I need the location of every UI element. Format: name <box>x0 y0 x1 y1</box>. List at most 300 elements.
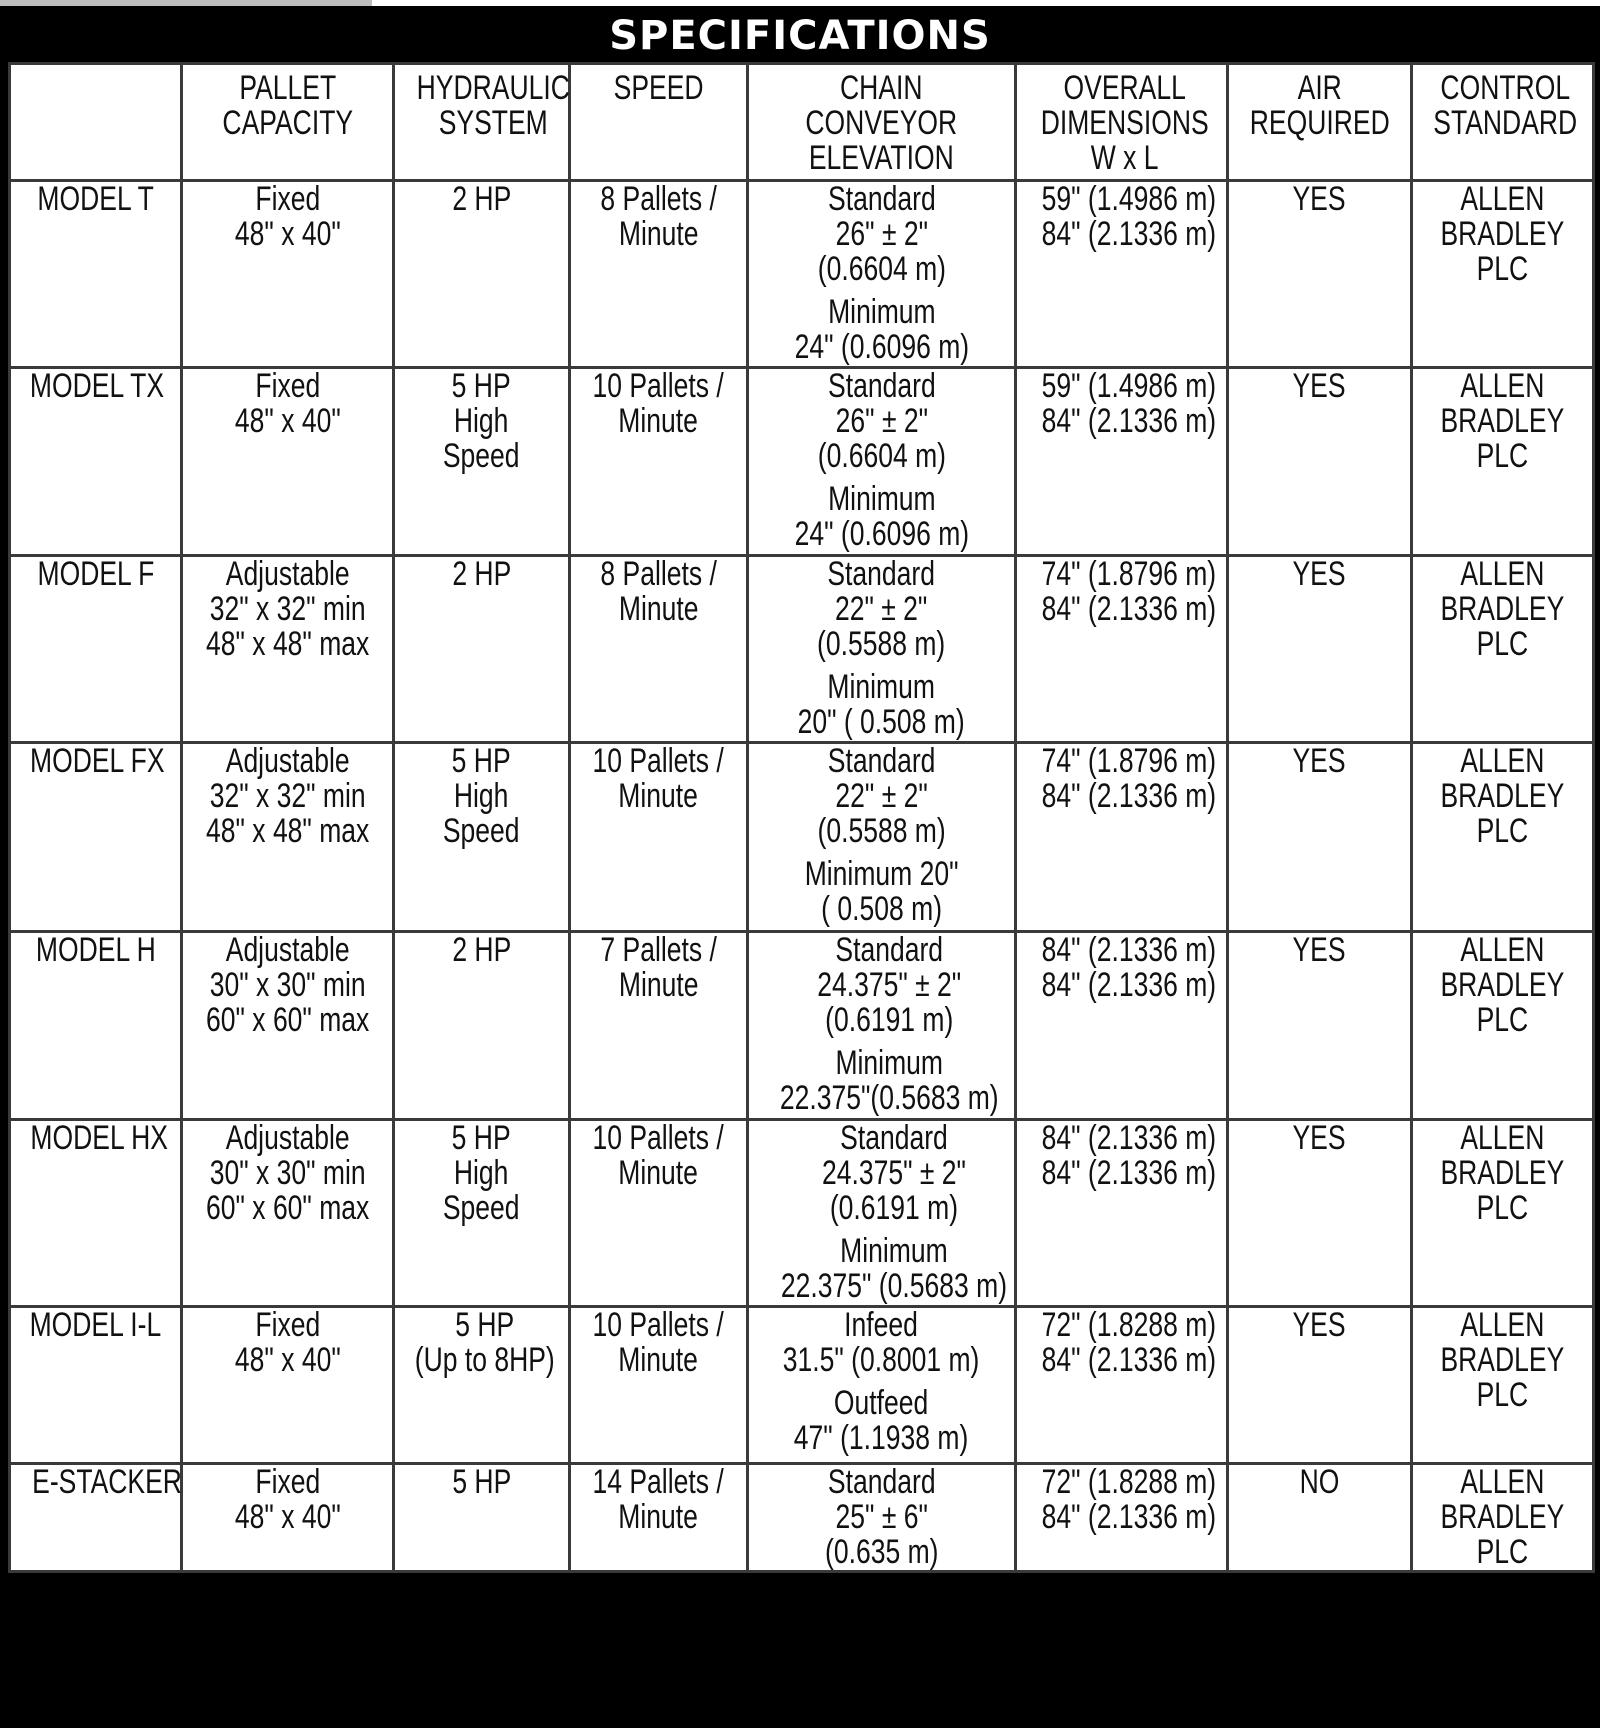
air-required-line: YES <box>1292 367 1347 405</box>
overall-dimensions-header-text <box>1041 71 1209 176</box>
dimensions-line: 84" (2.1336 m) <box>1041 1154 1217 1192</box>
hydraulic-system-cell <box>394 932 570 1120</box>
pallet-capacity-cell <box>182 1464 394 1572</box>
pallet-capacity-text <box>235 182 341 252</box>
elevation-line: 22.375"(0.5683 m) <box>779 1079 999 1117</box>
control-standard-line: BRADLEY <box>1440 590 1565 628</box>
dimensions-text <box>1042 744 1217 814</box>
dimensions-line: 84" (2.1336 m) <box>1041 1119 1217 1157</box>
dimensions-cell <box>1016 1464 1228 1572</box>
elevation-cell <box>748 556 1016 743</box>
hydraulic-system-line: 5 HP <box>452 742 511 780</box>
dimensions-cell <box>1016 181 1228 368</box>
air-required-text <box>1293 744 1346 779</box>
air-required-cell <box>1228 1464 1412 1572</box>
elevation-cell <box>748 368 1016 556</box>
hydraulic-system-line: (Up to 8HP) <box>414 1341 555 1379</box>
air-required-line: YES <box>1292 742 1347 780</box>
air-required-cell <box>1228 556 1412 743</box>
hydraulic-system-header <box>394 64 570 181</box>
dimensions-line: 84" (2.1336 m) <box>1041 931 1217 969</box>
pallet-capacity-line: 32" x 32" min <box>209 777 366 815</box>
pallet-capacity-text <box>206 744 369 849</box>
hydraulic-system-line: High <box>454 1154 509 1192</box>
pallet-capacity-line: 32" x 32" min <box>209 590 366 628</box>
elevation-line: (0.5588 m) <box>817 625 946 663</box>
air-required-header-line: REQUIRED <box>1249 104 1390 142</box>
control-standard-line: PLC <box>1476 437 1529 475</box>
model-name: MODEL H <box>35 931 156 969</box>
elevation-text <box>783 1308 980 1456</box>
control-standard-line: PLC <box>1476 250 1529 288</box>
control-standard-line: PLC <box>1476 1533 1529 1571</box>
speed-line: Minute <box>618 966 699 1004</box>
pallet-capacity-line: 48" x 48" max <box>206 625 370 663</box>
dimensions-text <box>1042 1121 1217 1191</box>
dimensions-line: 59" (1.4986 m) <box>1041 367 1217 405</box>
specifications-table <box>8 62 1595 1573</box>
elevation-line: Minimum <box>840 1232 948 1270</box>
elevation-line: 31.5" (0.8001 m) <box>783 1341 980 1379</box>
dimensions-text <box>1042 933 1217 1003</box>
elevation-line: Standard <box>827 180 936 218</box>
hydraulic-system-header-line: SYSTEM <box>438 104 548 142</box>
pallet-capacity-text <box>206 1121 369 1226</box>
elevation-line: Infeed <box>844 1306 919 1344</box>
hydraulic-system-line: Speed <box>443 812 520 850</box>
speed-line: Minute <box>618 590 699 628</box>
air-required-line: YES <box>1292 1306 1347 1344</box>
hydraulic-system-text <box>443 744 520 849</box>
table-row <box>10 932 1594 1120</box>
pallet-capacity-cell <box>182 1307 394 1464</box>
air-required-cell <box>1228 368 1412 556</box>
dimensions-line: 84" (2.1336 m) <box>1041 966 1217 1004</box>
dimensions-text <box>1042 557 1217 627</box>
control-standard-line: ALLEN <box>1460 1119 1545 1157</box>
air-required-text <box>1300 1465 1340 1500</box>
control-standard-cell <box>1412 743 1594 932</box>
control-standard-line: BRADLEY <box>1440 215 1565 253</box>
control-standard-line: ALLEN <box>1460 367 1545 405</box>
pallet-capacity-text <box>235 1465 341 1535</box>
pallet-capacity-header-text <box>222 71 353 141</box>
elevation-line: Standard <box>835 931 944 969</box>
control-standard-text <box>1441 1121 1565 1226</box>
speed-cell <box>570 1464 748 1572</box>
elevation-line: 24.375" ± 2" <box>821 1154 966 1192</box>
control-standard-line: ALLEN <box>1460 1463 1545 1501</box>
dimensions-line: 84" (2.1336 m) <box>1041 590 1217 628</box>
elevation-line: 26" ± 2" <box>835 402 928 440</box>
dimensions-cell <box>1016 932 1228 1120</box>
air-required-header-line: AIR <box>1297 69 1342 107</box>
elevation-cell <box>748 743 1016 932</box>
control-standard-header <box>1412 64 1594 181</box>
speed-line: 10 Pallets / <box>592 1119 725 1157</box>
chain-conveyor-elevation-header <box>748 64 1016 181</box>
control-standard-cell <box>1412 1307 1594 1464</box>
hydraulic-system-text <box>415 1308 555 1378</box>
speed-text <box>600 557 716 627</box>
elevation-line: (0.6191 m) <box>825 1001 954 1039</box>
dimensions-line: 59" (1.4986 m) <box>1041 180 1217 218</box>
overall-dimensions-header <box>1016 64 1228 181</box>
hydraulic-system-cell <box>394 556 570 743</box>
pallet-capacity-cell <box>182 1120 394 1307</box>
pallet-capacity-cell <box>182 556 394 743</box>
speed-line: Minute <box>618 402 699 440</box>
speed-text <box>593 1121 724 1191</box>
air-required-cell <box>1228 1120 1412 1307</box>
elevation-line: 24.375" ± 2" <box>817 966 962 1004</box>
elevation-line: (0.6604 m) <box>817 250 946 288</box>
pallet-capacity-text <box>235 1308 341 1378</box>
hydraulic-system-text <box>443 1121 520 1226</box>
air-required-header-text <box>1250 71 1390 141</box>
elevation-line: Standard <box>840 1119 948 1157</box>
elevation-line: Minimum 20" <box>804 855 959 893</box>
control-standard-line: ALLEN <box>1460 1306 1545 1344</box>
speed-text <box>600 182 716 252</box>
hydraulic-system-line: 5 HP <box>452 1463 511 1501</box>
table-row <box>10 181 1594 368</box>
speed-line: 8 Pallets / <box>600 555 717 593</box>
dimensions-text <box>1042 1308 1217 1378</box>
hydraulic-system-cell <box>394 181 570 368</box>
air-required-header <box>1228 64 1412 181</box>
pallet-capacity-line: Adjustable <box>225 555 350 593</box>
speed-header <box>570 64 748 181</box>
elevation-line: 22" ± 2" <box>835 777 928 815</box>
air-required-text <box>1293 1121 1346 1156</box>
control-standard-line: ALLEN <box>1460 742 1545 780</box>
air-required-line: YES <box>1292 555 1347 593</box>
pallet-capacity-header <box>182 64 394 181</box>
dimensions-text <box>1042 1465 1217 1535</box>
pallet-capacity-line: 30" x 30" min <box>209 966 366 1004</box>
elevation-line: Outfeed <box>834 1384 929 1422</box>
table-row <box>10 743 1594 932</box>
elevation-line: Minimum <box>835 1044 944 1082</box>
speed-text <box>593 369 724 439</box>
air-required-text <box>1293 933 1346 968</box>
dimensions-line: 84" (2.1336 m) <box>1041 1498 1217 1536</box>
speed-text <box>593 1308 724 1378</box>
speed-text <box>593 744 724 814</box>
control-standard-line: PLC <box>1476 1376 1529 1414</box>
speed-cell <box>570 932 748 1120</box>
elevation-line: 25" ± 6" <box>835 1498 928 1536</box>
dimensions-text <box>1042 182 1217 252</box>
pallet-capacity-line: 48" x 40" <box>234 215 341 253</box>
spec-sheet-frame <box>0 6 1600 1728</box>
pallet-capacity-cell <box>182 368 394 556</box>
pallet-capacity-line: Fixed <box>255 1306 320 1344</box>
control-standard-text <box>1441 744 1565 849</box>
pallet-capacity-line: Adjustable <box>225 1119 350 1157</box>
speed-cell <box>570 556 748 743</box>
pallet-capacity-cell <box>182 932 394 1120</box>
elevation-line: Standard <box>827 555 936 593</box>
dimensions-cell <box>1016 368 1228 556</box>
chain-conveyor-elevation-header-line: CONVEYOR <box>805 104 958 142</box>
elevation-line: (0.6191 m) <box>829 1189 959 1227</box>
control-standard-cell <box>1412 556 1594 743</box>
air-required-cell <box>1228 1307 1412 1464</box>
control-standard-line: BRADLEY <box>1440 777 1565 815</box>
speed-header-line: SPEED <box>613 69 704 107</box>
hydraulic-system-cell <box>394 1464 570 1572</box>
air-required-line: YES <box>1292 1119 1347 1157</box>
air-required-text <box>1293 557 1346 592</box>
pallet-capacity-line: 30" x 30" min <box>209 1154 366 1192</box>
control-standard-line: BRADLEY <box>1440 966 1565 1004</box>
speed-line: 8 Pallets / <box>600 180 717 218</box>
elevation-line: 47" (1.1938 m) <box>794 1419 969 1457</box>
control-standard-cell <box>1412 932 1594 1120</box>
elevation-text <box>794 182 969 365</box>
control-standard-text <box>1441 1308 1565 1413</box>
model-name: MODEL T <box>37 180 154 218</box>
speed-cell <box>570 368 748 556</box>
speed-cell <box>570 1307 748 1464</box>
elevation-cell <box>748 181 1016 368</box>
header-row <box>10 64 1594 181</box>
model-name: MODEL TX <box>29 367 165 405</box>
table-row <box>10 1120 1594 1307</box>
elevation-line: Minimum <box>827 293 936 331</box>
elevation-line: Standard <box>827 1463 936 1501</box>
speed-cell <box>570 743 748 932</box>
pallet-capacity-line: Adjustable <box>225 742 350 780</box>
pallet-capacity-text <box>206 557 369 662</box>
hydraulic-system-text <box>452 1465 511 1500</box>
elevation-line: (0.635 m) <box>824 1533 939 1571</box>
speed-line: 10 Pallets / <box>592 1306 725 1344</box>
hydraulic-system-header-line: HYDRAULIC <box>416 69 570 107</box>
hydraulic-system-line: High <box>454 777 509 815</box>
air-required-cell <box>1228 932 1412 1120</box>
elevation-line: 24" (0.6096 m) <box>794 328 969 366</box>
dimensions-line: 72" (1.8288 m) <box>1041 1306 1217 1344</box>
control-standard-line: PLC <box>1476 812 1529 850</box>
control-standard-header-text <box>1433 71 1577 141</box>
elevation-line: 22.375" (0.5683 m) <box>780 1267 1008 1305</box>
air-required-text <box>1293 1308 1346 1343</box>
elevation-line: 20" ( 0.508 m) <box>797 703 966 741</box>
control-standard-text <box>1441 557 1565 662</box>
table-row <box>10 1307 1594 1464</box>
elevation-line: Standard <box>827 742 936 780</box>
hydraulic-system-cell <box>394 1307 570 1464</box>
hydraulic-system-text <box>452 182 511 217</box>
model-name-cell <box>10 932 182 1120</box>
hydraulic-system-text <box>452 933 511 968</box>
elevation-line: 22" ± 2" <box>835 590 928 628</box>
model-name-cell <box>10 743 182 932</box>
elevation-line: 24" (0.6096 m) <box>794 515 969 553</box>
speed-line: Minute <box>618 215 699 253</box>
pallet-capacity-line: 60" x 60" max <box>206 1001 370 1039</box>
control-standard-line: BRADLEY <box>1440 1341 1565 1379</box>
dimensions-line: 84" (2.1336 m) <box>1041 1341 1217 1379</box>
dimensions-line: 84" (2.1336 m) <box>1041 215 1217 253</box>
chain-conveyor-elevation-header-text <box>806 71 958 176</box>
table-row <box>10 368 1594 556</box>
hydraulic-system-line: Speed <box>443 1189 520 1227</box>
dimensions-line: 72" (1.8288 m) <box>1041 1463 1217 1501</box>
dimensions-line: 84" (2.1336 m) <box>1041 777 1217 815</box>
elevation-text <box>825 1465 938 1570</box>
air-required-line: YES <box>1292 931 1347 969</box>
control-standard-text <box>1441 1465 1565 1570</box>
control-standard-line: BRADLEY <box>1440 1154 1565 1192</box>
hydraulic-system-line: 2 HP <box>452 931 511 969</box>
hydraulic-system-line: 5 HP <box>452 367 511 405</box>
model-name-cell <box>10 181 182 368</box>
hydraulic-system-line: High <box>454 402 509 440</box>
dimensions-text <box>1042 369 1217 439</box>
pallet-capacity-header-line: CAPACITY <box>222 104 353 142</box>
elevation-cell <box>748 1464 1016 1572</box>
control-standard-cell <box>1412 181 1594 368</box>
hydraulic-system-line: Speed <box>443 437 520 475</box>
elevation-cell <box>748 932 1016 1120</box>
pallet-capacity-cell <box>182 743 394 932</box>
speed-cell <box>570 181 748 368</box>
control-standard-line: ALLEN <box>1460 931 1545 969</box>
dimensions-cell <box>1016 1307 1228 1464</box>
pallet-capacity-line: 48" x 40" <box>234 402 341 440</box>
model-name: E-STACKER <box>32 1463 182 1501</box>
speed-header-text <box>614 71 704 106</box>
elevation-line: Minimum <box>827 480 936 518</box>
hydraulic-system-line: 2 HP <box>452 180 511 218</box>
control-standard-cell <box>1412 1120 1594 1307</box>
control-standard-line: PLC <box>1476 1001 1529 1039</box>
speed-line: Minute <box>618 1341 699 1379</box>
elevation-line: ( 0.508 m) <box>821 890 942 928</box>
overall-dimensions-header-line: W x L <box>1090 139 1159 177</box>
control-standard-cell <box>1412 1464 1594 1572</box>
speed-line: 14 Pallets / <box>592 1463 725 1501</box>
elevation-text <box>780 933 999 1116</box>
pallet-capacity-line: Fixed <box>255 367 320 405</box>
hydraulic-system-header-text <box>417 71 570 141</box>
air-required-text <box>1293 369 1346 404</box>
elevation-text <box>805 744 959 927</box>
air-required-cell <box>1228 743 1412 932</box>
hydraulic-system-cell <box>394 743 570 932</box>
model-name-cell <box>10 556 182 743</box>
speed-line: Minute <box>618 1498 699 1536</box>
control-standard-text <box>1441 933 1565 1038</box>
control-standard-header-line: STANDARD <box>1433 104 1578 142</box>
page-title: SPECIFICATIONS <box>609 13 991 59</box>
pallet-capacity-cell <box>182 181 394 368</box>
overall-dimensions-header-line: OVERALL <box>1063 69 1186 107</box>
speed-text <box>593 1465 724 1535</box>
air-required-cell <box>1228 181 1412 368</box>
table-body <box>10 181 1594 1572</box>
model-name: MODEL FX <box>29 742 165 780</box>
speed-line: Minute <box>618 1154 699 1192</box>
speed-line: Minute <box>618 777 699 815</box>
hydraulic-system-line: 5 HP <box>455 1306 515 1344</box>
elevation-text <box>794 369 969 552</box>
speed-line: 10 Pallets / <box>592 742 725 780</box>
table-row <box>10 556 1594 743</box>
model-header <box>10 64 182 181</box>
control-standard-header-line: CONTROL <box>1440 69 1571 107</box>
elevation-line: Minimum <box>827 668 936 706</box>
model-name: MODEL I-L <box>29 1306 162 1344</box>
control-standard-line: PLC <box>1476 625 1529 663</box>
model-name: MODEL F <box>37 555 154 593</box>
hydraulic-system-line: 2 HP <box>452 555 511 593</box>
control-standard-line: ALLEN <box>1460 555 1545 593</box>
dimensions-line: 74" (1.8796 m) <box>1041 555 1217 593</box>
pallet-capacity-line: Adjustable <box>225 931 350 969</box>
control-standard-line: ALLEN <box>1460 180 1545 218</box>
speed-cell <box>570 1120 748 1307</box>
speed-text <box>600 933 716 1003</box>
dimensions-cell <box>1016 556 1228 743</box>
dimensions-cell <box>1016 743 1228 932</box>
pallet-capacity-line: 48" x 40" <box>234 1341 341 1379</box>
chain-conveyor-elevation-header-line: CHAIN <box>840 69 923 107</box>
elevation-line: 26" ± 2" <box>835 215 928 253</box>
pallet-capacity-line: 48" x 48" max <box>206 812 370 850</box>
air-required-line: NO <box>1299 1463 1340 1501</box>
model-name: MODEL HX <box>30 1119 168 1157</box>
control-standard-text <box>1441 182 1565 287</box>
model-name-cell <box>10 1464 182 1572</box>
air-required-line: YES <box>1292 180 1347 218</box>
hydraulic-system-text <box>443 369 520 474</box>
table-row <box>10 1464 1594 1572</box>
pallet-capacity-text <box>206 933 369 1038</box>
pallet-capacity-header-line: PALLET <box>239 69 336 107</box>
dimensions-line: 84" (2.1336 m) <box>1041 402 1217 440</box>
pallet-capacity-line: 60" x 60" max <box>206 1189 370 1227</box>
elevation-cell <box>748 1307 1016 1464</box>
air-required-text <box>1293 182 1346 217</box>
pallet-capacity-line: Fixed <box>255 180 320 218</box>
hydraulic-system-line: 5 HP <box>452 1119 511 1157</box>
elevation-text <box>781 1121 1007 1304</box>
elevation-line: (0.5588 m) <box>817 812 946 850</box>
control-standard-text <box>1441 369 1565 474</box>
chain-conveyor-elevation-header-line: ELEVATION <box>809 139 954 177</box>
pallet-capacity-line: 48" x 40" <box>234 1498 341 1536</box>
pallet-capacity-text <box>235 369 341 439</box>
model-name-cell <box>10 1307 182 1464</box>
model-name-cell <box>10 1120 182 1307</box>
hydraulic-system-cell <box>394 1120 570 1307</box>
elevation-text <box>798 557 965 740</box>
dimensions-cell <box>1016 1120 1228 1307</box>
elevation-line: Standard <box>827 367 936 405</box>
dimensions-line: 74" (1.8796 m) <box>1041 742 1217 780</box>
control-standard-cell <box>1412 368 1594 556</box>
model-name-cell <box>10 368 182 556</box>
hydraulic-system-cell <box>394 368 570 556</box>
speed-line: 7 Pallets / <box>600 931 717 969</box>
elevation-line: (0.6604 m) <box>817 437 946 475</box>
overall-dimensions-header-line: DIMENSIONS <box>1040 104 1209 142</box>
